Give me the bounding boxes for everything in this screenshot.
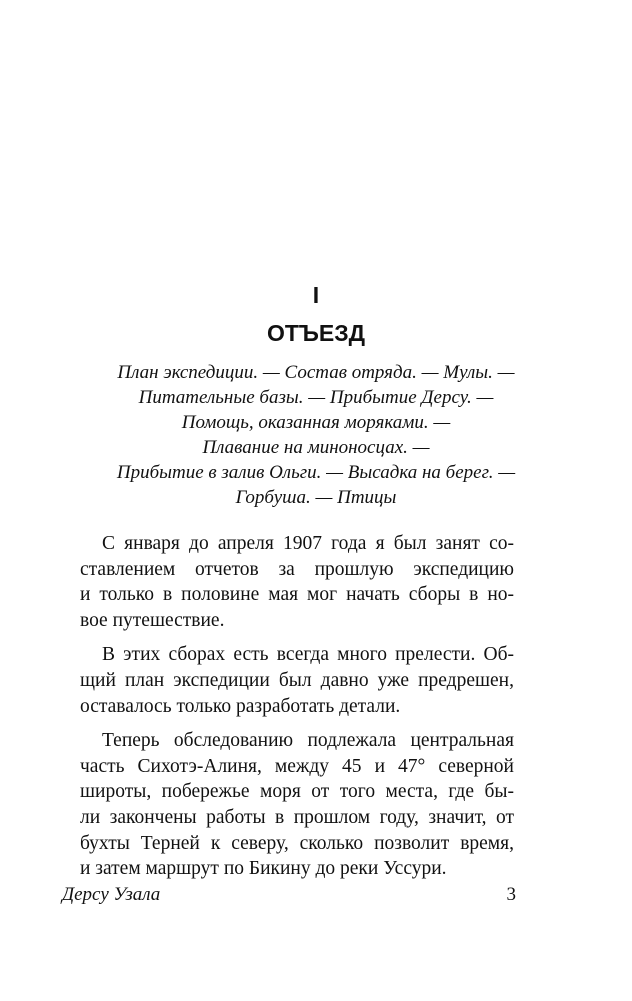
chapter-number: I: [312, 282, 320, 308]
paragraph-2: [80, 642, 514, 719]
synopsis-line: План экспедиции. — Состав отряда. — Мулы. —: [117, 362, 515, 383]
page-number: 3: [506, 884, 516, 905]
text-line: и только в половине мая мог начать сборы в но-: [80, 584, 514, 606]
running-footer-title: Дерсу Узала: [62, 884, 161, 905]
synopsis-line: Прибытие в залив Ольги. — Высадка на берег. —: [116, 462, 516, 483]
text-line: ставлением отчетов за прошлую экспедицию: [80, 558, 514, 580]
text-line: вое путешествие.: [80, 609, 225, 631]
text-line: Теперь обследованию подлежала центральная: [102, 730, 514, 752]
synopsis-line: Горбуша. — Птицы: [235, 487, 397, 508]
synopsis-line: Питательные базы. — Прибытие Дерсу. —: [138, 387, 494, 408]
chapter-title: ОТЪЕЗД: [266, 320, 366, 346]
body-text: [80, 531, 514, 891]
text-line: бухты Терней к северу, сколько позволит время,: [80, 832, 514, 854]
synopsis-line: Плавание на миноносцах. —: [202, 437, 430, 458]
text-line: и затем маршрут по Бикину до реки Уссури.: [80, 858, 447, 880]
text-line: ли закончены работы в прошлом году, значит, от: [80, 806, 514, 828]
chapter-synopsis: [70, 360, 562, 510]
paragraph-3: [80, 728, 514, 882]
text-line: щий план экспедиции был давно уже предрешен,: [80, 669, 514, 691]
text-line: С января до апреля 1907 года я был занят со-: [102, 533, 514, 554]
text-line: оставалось только разработать детали.: [80, 695, 401, 717]
text-line: часть Сихотэ-Алиня, между 45 и 47° северной: [80, 755, 514, 777]
synopsis-line: Помощь, оказанная моряками. —: [181, 412, 451, 433]
text-line: В этих сборах есть всегда много прелести. Об-: [102, 644, 514, 666]
text-line: широты, побережье моря от того места, где бы-: [80, 781, 514, 803]
paragraph-1: [80, 531, 514, 633]
